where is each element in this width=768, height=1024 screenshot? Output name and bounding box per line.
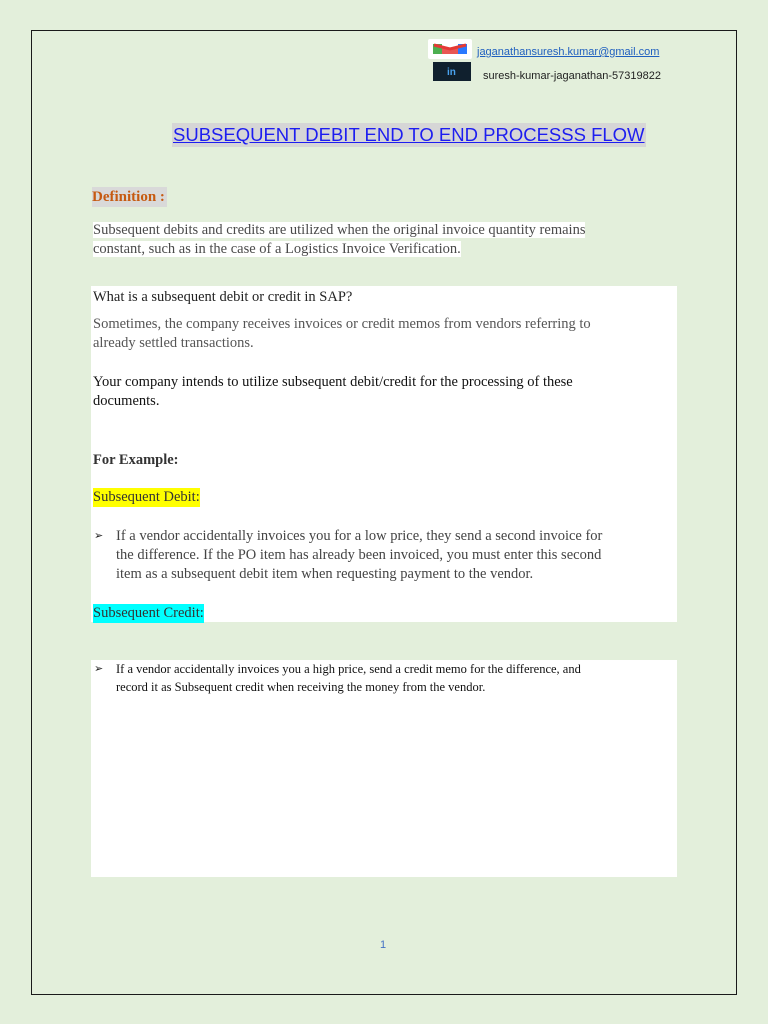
definition-line-1: Subsequent debits and credits are utilized when the original invoice quantity remains xyxy=(93,222,586,238)
paragraph-1-line-2: already settled transactions. xyxy=(93,335,254,351)
credit-bullet-line-1: If a vendor accidentally invoices you a high price, send a credit memo for the difference, and xyxy=(116,662,581,676)
paragraph-2-line-1: Your company intends to utilize subsequent debit/credit for the processing of these xyxy=(93,374,573,390)
page-title: SUBSEQUENT DEBIT END TO END PROCESSS FLOW xyxy=(173,124,645,145)
linkedin-icon xyxy=(433,62,471,81)
arrow-bullet-icon: ➢ xyxy=(94,529,104,542)
definition-line-2: constant, such as in the case of a Logistics Invoice Verification. xyxy=(93,241,461,257)
subsequent-debit-heading: Subsequent Debit: xyxy=(93,489,200,505)
svg-text:in: in xyxy=(447,67,456,78)
arrow-bullet-icon: ➢ xyxy=(94,662,104,675)
gmail-icon xyxy=(428,39,472,59)
linkedin-handle: suresh-kumar-jaganathan-57319822 xyxy=(483,70,661,82)
credit-bullet-line-2: record it as Subsequent credit when receiving the money from the vendor. xyxy=(116,680,486,694)
page-number: 1 xyxy=(380,939,387,951)
paragraph-2-line-2: documents. xyxy=(93,393,160,409)
debit-bullet-line-2: the difference. If the PO item has already been invoiced, you must enter this second xyxy=(116,547,602,563)
definition-heading: Definition : xyxy=(92,189,165,205)
example-heading: For Example: xyxy=(93,452,179,468)
debit-bullet-line-3: item as a subsequent debit item when requesting payment to the vendor. xyxy=(116,566,534,582)
definition-text xyxy=(93,221,653,259)
debit-bullet-line-1: If a vendor accidentally invoices you for a low price, they send a second invoice for xyxy=(116,528,603,544)
subsequent-credit-heading: Subsequent Credit: xyxy=(93,605,204,621)
question-text: What is a subsequent debit or credit in SAP? xyxy=(93,289,353,305)
paragraph-1-line-1: Sometimes, the company receives invoices or credit memos from vendors referring to xyxy=(93,316,591,332)
email-link[interactable]: jaganathansuresh.kumar@gmail.com xyxy=(477,46,660,58)
